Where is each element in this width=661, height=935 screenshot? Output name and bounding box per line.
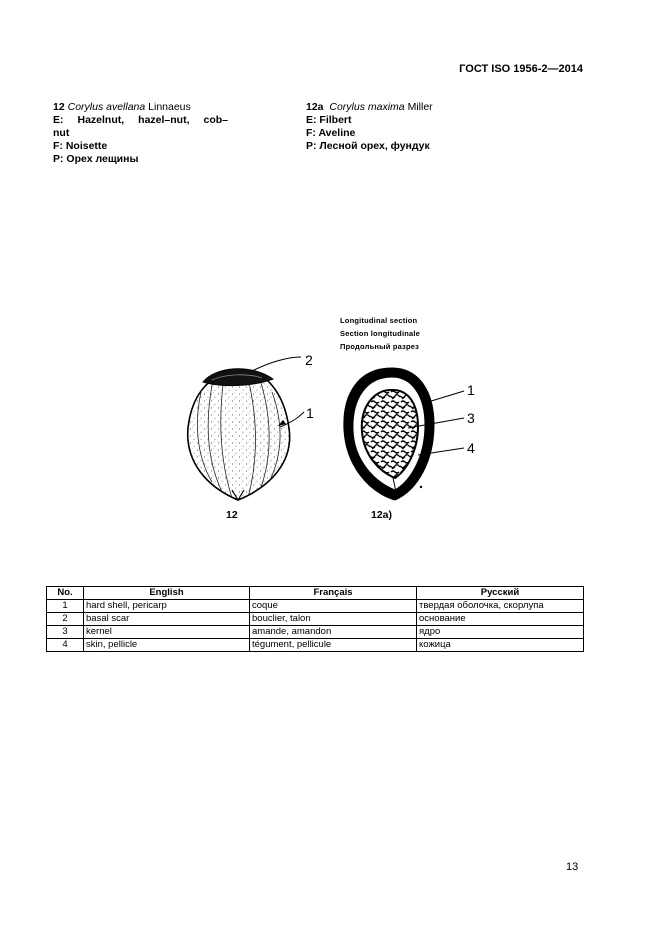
document-header: ГОСТ ISO 1956-2—2014 <box>459 63 583 75</box>
section-label-fr: Section longitudinale <box>340 329 421 338</box>
author: Miller <box>407 101 433 113</box>
cell-french: bouclier, talon <box>250 613 417 626</box>
cell-russian: твердая оболочка, скорлупа <box>417 600 584 613</box>
terms-table <box>46 586 584 652</box>
callout-section-3: 3 <box>467 410 475 426</box>
header-russian: Русский <box>417 587 584 600</box>
english-name-line2: nut <box>53 127 70 139</box>
page-number: 13 <box>566 861 579 873</box>
english-name: E: Filbert <box>306 114 352 126</box>
callout-section-4: 4 <box>467 440 475 456</box>
cell-english: basal scar <box>84 613 250 626</box>
callout-2: 2 <box>305 352 313 368</box>
cell-french: tégument, pellicule <box>250 639 417 652</box>
latin-genus: Corylus <box>329 101 365 113</box>
header-english: English <box>84 587 250 600</box>
cell-english: hard shell, pericarp <box>84 600 250 613</box>
latin-name: Corylus avellana <box>67 101 146 113</box>
header-no: No. <box>47 587 84 600</box>
french-name: F: Noisette <box>53 140 108 152</box>
cell-english: skin, pellicle <box>84 639 250 652</box>
russian-name: P: Орех лещины <box>53 153 139 165</box>
cell-english: kernel <box>84 626 250 639</box>
english-name-line1: E: Hazelnut, hazel–nut, cob– <box>53 114 228 126</box>
section-label-ru: Продольный разрез <box>340 342 420 351</box>
table-row <box>47 613 584 626</box>
figure-caption-12a: 12a) <box>371 509 393 521</box>
callout-section-1: 1 <box>467 382 475 398</box>
cell-russian: кожица <box>417 639 584 652</box>
french-name: F: Aveline <box>306 127 356 139</box>
whole-nut-drawing <box>188 369 290 500</box>
cell-no: 4 <box>47 639 84 652</box>
cell-no: 1 <box>47 600 84 613</box>
entry-number: 12a <box>306 101 324 113</box>
cell-russian: ядро <box>417 626 584 639</box>
cell-french: amande, amandon <box>250 626 417 639</box>
cell-russian: основание <box>417 613 584 626</box>
table-row <box>47 639 584 652</box>
section-drawing <box>344 368 434 500</box>
author: Linnaeus <box>148 101 191 113</box>
latin-species: maxima <box>367 101 405 113</box>
table-header-row <box>47 587 584 600</box>
cell-french: coque <box>250 600 417 613</box>
nut-shell-outline <box>188 371 290 500</box>
entry-number: 12 <box>53 101 65 113</box>
leader-line-2 <box>252 357 301 371</box>
cell-no: 2 <box>47 613 84 626</box>
leader-line-section-1 <box>428 391 464 402</box>
russian-name: P: Лесной орех, фундук <box>306 140 430 152</box>
table-row <box>47 600 584 613</box>
figure-caption-12: 12 <box>226 509 238 521</box>
table-row <box>47 626 584 639</box>
cell-no: 3 <box>47 626 84 639</box>
header-french: Français <box>250 587 417 600</box>
section-label-en: Longitudinal section <box>340 316 418 325</box>
callout-1: 1 <box>306 405 314 421</box>
